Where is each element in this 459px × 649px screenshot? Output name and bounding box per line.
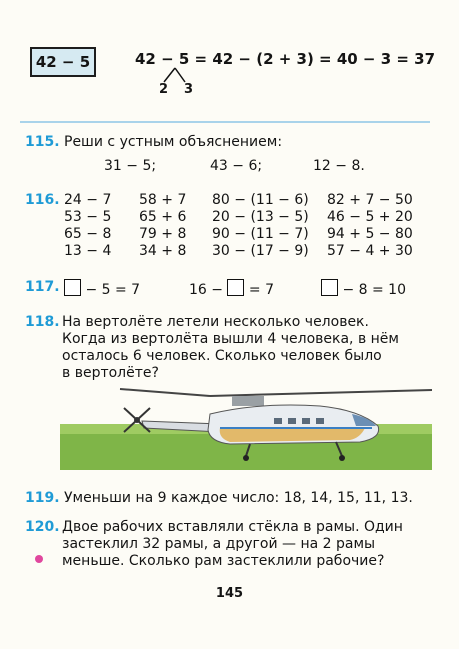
text-line: На вертолёте летели несколько человек.	[62, 314, 369, 330]
text-line: в вертолёте?	[62, 365, 159, 381]
t116-col	[64, 192, 111, 260]
equation-part: 16 −	[189, 282, 228, 298]
expression: 80 − (11 − 6)	[212, 192, 309, 208]
blank-box	[64, 279, 81, 296]
t117-equation-1	[64, 279, 140, 298]
equation-part: − 8 = 10	[338, 282, 406, 298]
task-number: 120.	[25, 519, 60, 535]
text-line: меньше. Сколько рам застеклили рабочие?	[62, 553, 385, 569]
expression: 53 − 5	[64, 209, 112, 225]
bullet-dot	[35, 555, 43, 563]
task-text: Реши с устным объяснением:	[64, 134, 283, 150]
t116-col	[327, 192, 413, 260]
equation-part: − 5 = 7	[81, 282, 141, 298]
task-119	[25, 490, 413, 506]
t115-item: 12 − 8.	[313, 158, 365, 174]
expression: 79 + 8	[139, 226, 187, 242]
task-120-text	[62, 519, 437, 570]
task-number: 118.	[25, 314, 60, 330]
split-a: 2	[159, 82, 169, 97]
task-118-text	[62, 314, 437, 382]
expression: 34 + 8	[139, 243, 187, 259]
expression: 46 − 5 + 20	[327, 209, 413, 225]
divider	[20, 121, 430, 123]
expression: 65 − 8	[64, 226, 112, 242]
t117-equation-2	[189, 279, 274, 298]
expression: 58 + 7	[139, 192, 187, 208]
split-b: 3	[184, 82, 194, 97]
task-number: 115.	[25, 134, 60, 150]
t115-item: 31 − 5;	[104, 158, 157, 174]
t116-col	[139, 192, 186, 260]
text-line: Двое рабочих вставляли стёкла в рамы. Один	[62, 519, 403, 535]
expression: 82 + 7 − 50	[327, 192, 413, 208]
example-equation: 42 − 5 = 42 − (2 + 3) = 40 − 3 = 37	[135, 50, 436, 68]
expression: 24 − 7	[64, 192, 112, 208]
equation-part: = 7	[244, 282, 274, 298]
t115-item: 43 − 6;	[210, 158, 263, 174]
expression: 94 + 5 − 80	[327, 226, 413, 242]
blank-box	[321, 279, 338, 296]
expression: 30 − (17 − 9)	[212, 243, 309, 259]
expression: 13 − 4	[64, 243, 112, 259]
text-line: застеклил 32 рамы, а другой — на 2 рамы	[62, 536, 376, 552]
helicopter-illustration	[60, 384, 432, 470]
page-number: 145	[215, 586, 244, 601]
task-115	[25, 134, 282, 150]
expression: 20 − (13 − 5)	[212, 209, 309, 225]
expression: 90 − (11 − 7)	[212, 226, 309, 242]
task-number: 116.	[25, 192, 60, 208]
t117-equation-3	[321, 279, 406, 298]
task-number: 117.	[25, 279, 60, 295]
split-lines	[155, 67, 195, 83]
t116-col	[212, 192, 309, 260]
task-text: Уменьши на 9 каждое число: 18, 14, 15, 11, 13.	[64, 490, 413, 506]
blank-box	[227, 279, 244, 296]
expression: 57 − 4 + 30	[327, 243, 413, 259]
example-box: 42 − 5	[30, 47, 96, 77]
task-number: 119.	[25, 490, 60, 506]
text-line: Когда из вертолёта вышли 4 человека, в нём	[62, 331, 399, 347]
expression: 65 + 6	[139, 209, 187, 225]
text-line: осталось 6 человек. Сколько человек было	[62, 348, 382, 364]
